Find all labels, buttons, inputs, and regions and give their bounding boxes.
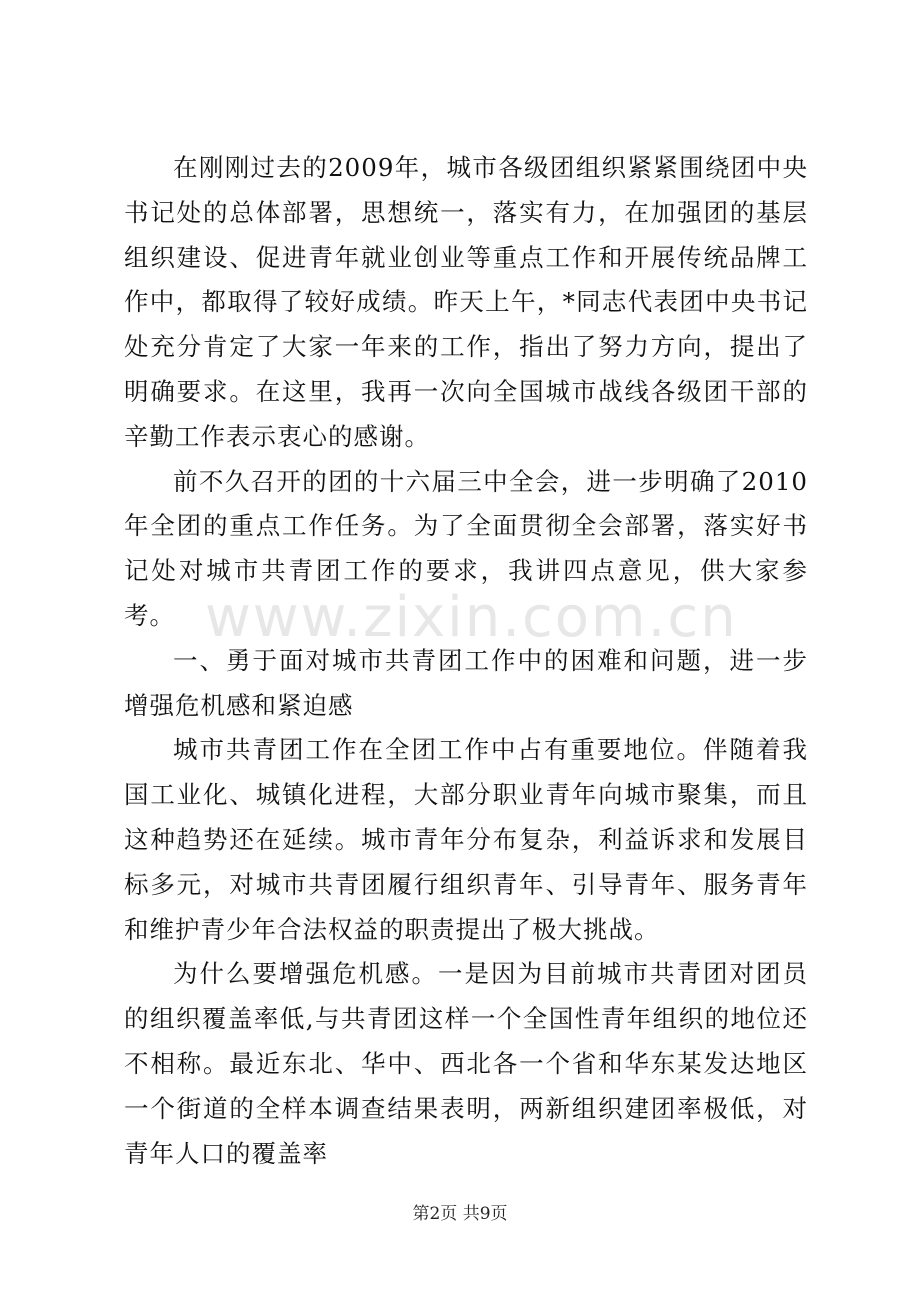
paragraph: 在刚刚过去的2009年，城市各级团组织紧紧围绕团中央书记处的总体部署，思想统一，落实有力，在加强团的基层组织建设、促进青年就业创业等重点工作和开展传统品牌工作中，都取得了较好成绩。昨天上午，*同志代表团中央书记处充分肯定了大家一年来的工作，指出了努力方向，提出了明确要求。在这里，我再一次向全国城市战线各级团干部的辛勤工作表示衷心的感谢。 [124,153,808,451]
paragraph: 城市共青团工作在全团工作中占有重要地位。伴随着我国工业化、城镇化进程，大部分职业青年向城市聚集，而且这种趋势还在延续。城市青年分布复杂，利益诉求和发展目标多元，对城市共青团履行组织青年、引导青年、服务青年和维护青少年合法权益的职责提出了极大挑战。 [124,735,808,944]
paragraph: 为什么要增强危机感。一是因为目前城市共青团对团员的组织覆盖率低,与共青团这样一个全国性青年组织的地位还不相称。最近东北、华中、西北各一个省和华东某发达地区一个街道的全样本调查结果表明，两新组织建团率极低，对青年人口的覆盖率 [124,959,808,1168]
section-heading: 一、勇于面对城市共青团工作中的困难和问题，进一步增强危机感和紧迫感 [124,645,808,720]
paragraph: 前不久召开的团的十六届三中全会，进一步明确了2010年全团的重点工作任务。为了全面贯彻全会部署，落实好书记处对城市共青团工作的要求，我讲四点意见，供大家参考。 [124,466,808,630]
page-footer: 第2页 共9页 [412,1204,508,1224]
document-body [124,146,808,1176]
watermark: www.zixin.com.cn [205,585,738,650]
